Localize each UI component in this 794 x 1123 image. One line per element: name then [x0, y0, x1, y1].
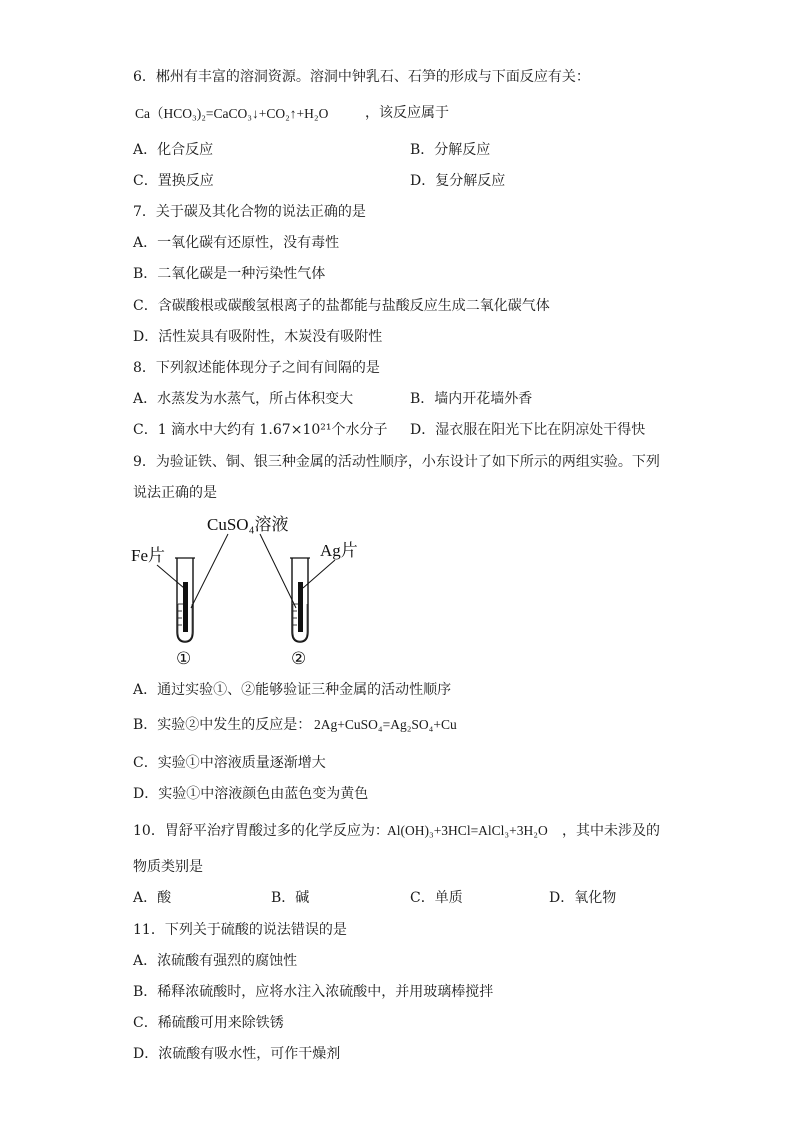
- q9-option-a[interactable]: A．通过实验①、②能够验证三种金属的活动性顺序: [133, 682, 452, 698]
- q10-stem-prefix: 10．胃舒平治疗胃酸过多的化学反应为：: [133, 823, 389, 839]
- q6-formula-suffix: ，该反应属于: [365, 105, 449, 121]
- q10-option-a[interactable]: A．酸: [133, 890, 172, 906]
- q7-option-a[interactable]: A．一氧化碳有还原性，没有毒性: [133, 235, 340, 251]
- q6-option-d[interactable]: D．复分解反应: [410, 173, 506, 189]
- q11-option-d[interactable]: D．浓硫酸有吸水性，可作干燥剂: [133, 1046, 341, 1062]
- q10-stem-line2: 物质类别是: [133, 859, 203, 875]
- q9-option-d[interactable]: D．实验①中溶液颜色由蓝色变为黄色: [133, 786, 369, 802]
- q11-stem: 11．下列关于硫酸的说法错误的是: [133, 922, 347, 938]
- q7-stem: 7．关于碳及其化合物的说法正确的是: [133, 204, 366, 220]
- q9-option-b[interactable]: B．实验②中发生的反应是：: [133, 717, 312, 733]
- q6-stem: 6．郴州有丰富的溶洞资源。溶洞中钟乳石、石笋的形成与下面反应有关：: [133, 69, 590, 85]
- q10-option-b[interactable]: B．碱: [271, 890, 310, 906]
- q9-option-b-formula: 2Ag+CuSO₄=Ag₂SO₄+Cu: [314, 717, 457, 732]
- q7-option-b[interactable]: B．二氧化碳是一种污染性气体: [133, 266, 326, 282]
- q7-option-c[interactable]: C．含碳酸根或碳酸氢根离子的盐都能与盐酸反应生成二氧化碳气体: [133, 298, 550, 314]
- q6-option-b[interactable]: B．分解反应: [410, 142, 491, 158]
- test-tube-2: [290, 558, 310, 642]
- q6-formula: Ca（HCO₃)₂=CaCO₃↓+CO₂↑+H₂O: [135, 106, 329, 121]
- q8-option-d[interactable]: D．湿衣服在阳光下比在阴凉处干得快: [410, 422, 646, 438]
- q9-stem-line1: 9．为验证铁、铜、银三种金属的活动性顺序，小东设计了如下所示的两组实验。下列: [133, 454, 660, 470]
- test-tube-1: [175, 558, 195, 642]
- q9-stem-line2: 说法正确的是: [133, 485, 217, 501]
- q9-experiment-figure: [125, 508, 385, 670]
- q10-option-c[interactable]: C．单质: [410, 890, 463, 906]
- q8-option-a[interactable]: A．水蒸发为水蒸气，所占体积变大: [133, 391, 354, 407]
- q10-formula: Al(OH)₃+3HCl=AlCl₃+3H₂O: [387, 823, 548, 838]
- q11-option-b[interactable]: B．稀释浓硫酸时，应将水注入浓硫酸中，并用玻璃棒搅拌: [133, 984, 494, 1000]
- ag-strip-label: Ag片: [320, 541, 358, 560]
- q8-stem: 8．下列叙述能体现分子之间有间隔的是: [133, 360, 380, 376]
- q11-option-c[interactable]: C．稀硫酸可用来除铁锈: [133, 1015, 284, 1031]
- q6-option-c[interactable]: C．置换反应: [133, 173, 214, 189]
- q10-option-d[interactable]: D．氧化物: [549, 890, 617, 906]
- q11-option-a[interactable]: A．浓硫酸有强烈的腐蚀性: [133, 953, 298, 969]
- tube-2-label: ②: [291, 649, 307, 669]
- q10-stem-suffix: ，其中未涉及的: [562, 823, 660, 839]
- cuso4-solution-label: CuSO₄溶液: [207, 515, 289, 534]
- q6-option-a[interactable]: A．化合反应: [133, 142, 214, 158]
- tube-1-label: ①: [176, 649, 192, 669]
- q7-option-d[interactable]: D．活性炭具有吸附性，木炭没有吸附性: [133, 329, 383, 345]
- q8-option-c[interactable]: C．1 滴水中大约有 1.67×10²¹个水分子: [133, 422, 388, 438]
- fe-strip-label: Fe片: [131, 546, 165, 565]
- q9-option-c[interactable]: C．实验①中溶液质量逐渐增大: [133, 755, 326, 771]
- q8-option-b[interactable]: B．墙内开花墙外香: [410, 391, 533, 407]
